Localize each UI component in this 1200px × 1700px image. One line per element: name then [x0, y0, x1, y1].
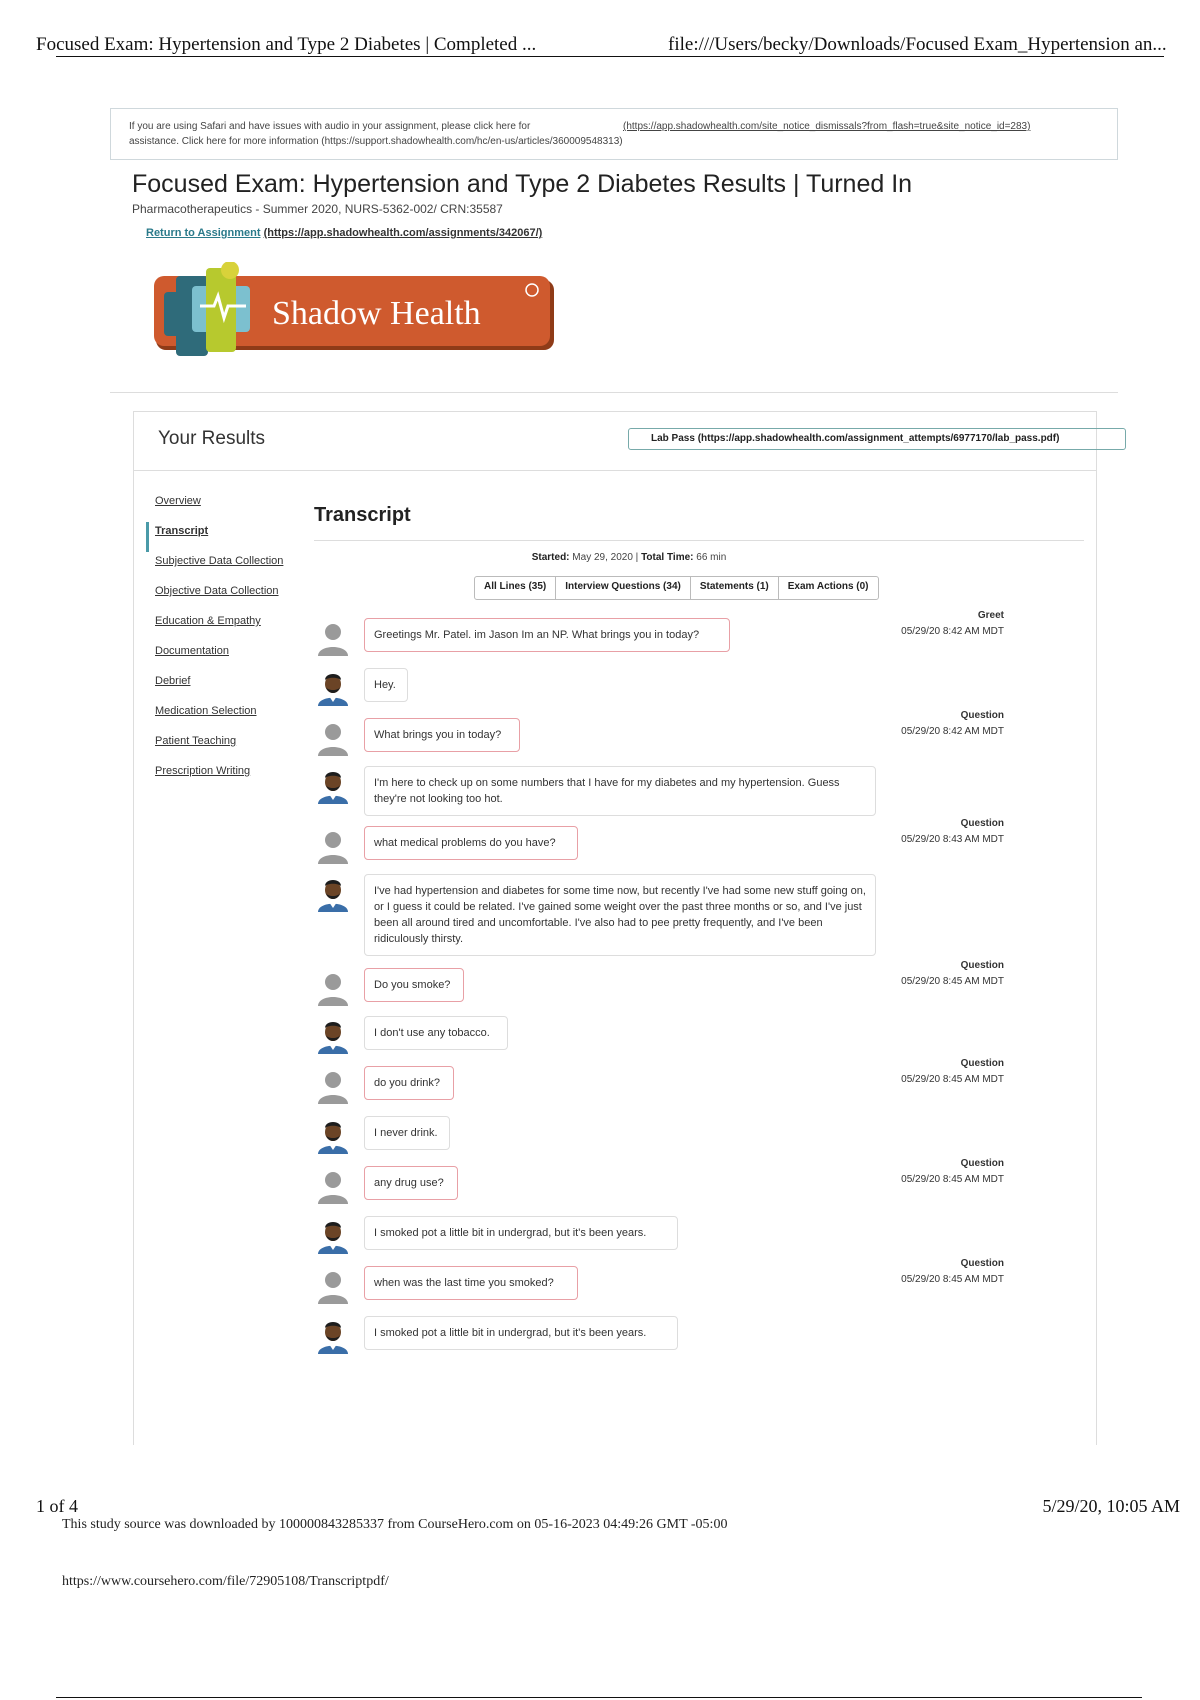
sidebar-item-documentation[interactable]: Documentation	[155, 645, 229, 657]
message-timestamp: 05/29/20 8:45 AM MDT	[901, 1074, 1004, 1085]
nurse-avatar-icon	[314, 718, 352, 756]
nurse-message-bubble: any drug use?	[364, 1166, 458, 1200]
results-sidebar-nav	[146, 492, 294, 792]
filter-tab[interactable]: Statements (1)	[691, 577, 779, 599]
transcript-filter-tabs	[474, 576, 879, 600]
sidebar-item-education-empathy[interactable]: Education & Empathy	[155, 615, 261, 627]
nurse-message-bubble: Greetings Mr. Patel. im Jason Im an NP. What brings you in today?	[364, 618, 730, 652]
message-type-tag: Question	[960, 960, 1004, 971]
message-type-tag: Question	[960, 818, 1004, 829]
print-header-title: Focused Exam: Hypertension and Type 2 Diabetes | Completed ...	[36, 34, 537, 55]
patient-message-bubble: I'm here to check up on some numbers that I have for my diabetes and my hypertension. Guess they're not looking too hot.	[364, 766, 876, 816]
results-header	[134, 412, 1096, 471]
course-subtitle: Pharmacotherapeutics - Summer 2020, NURS-5362-002/ CRN:35587	[132, 202, 503, 216]
total-time-label: Total Time:	[641, 552, 694, 563]
message-type-tag: Question	[960, 1058, 1004, 1069]
results-panel	[133, 411, 1097, 1445]
nurse-message-bubble: what medical problems do you have?	[364, 826, 578, 860]
sidebar-item-debrief[interactable]: Debrief	[155, 675, 191, 687]
page-title: Focused Exam: Hypertension and Type 2 Diabetes Results | Turned In	[132, 170, 913, 198]
sidebar-item-patient-teaching[interactable]: Patient Teaching	[155, 735, 237, 747]
nurse-avatar-icon	[314, 1066, 352, 1104]
message-meta	[901, 1156, 1004, 1188]
sidebar-item-objective-data-collection[interactable]: Objective Data Collection	[155, 585, 279, 597]
patient-message-bubble: I've had hypertension and diabetes for some time now, but recently I've had some new stuff going on, or I guess it could be related. I've gained some weight over the past three months or so, and I've just been all around tired and uncomfortable. I've also had to pee pretty frequently, and I've been ridiculously thirsty.	[364, 874, 876, 956]
message-type-tag: Question	[960, 1258, 1004, 1269]
filter-tab[interactable]: Exam Actions (0)	[787, 581, 869, 592]
coursehero-url: https://www.coursehero.com/file/72905108/Transcriptpdf/	[62, 1574, 389, 1589]
patient-avatar-icon	[314, 1016, 352, 1054]
message-meta	[901, 816, 1004, 848]
message-type-tag: Greet	[977, 610, 1004, 621]
return-link-url[interactable]: (https://app.shadowhealth.com/assignments/342067/)	[263, 227, 543, 239]
nurse-avatar-icon	[314, 968, 352, 1006]
nurse-message-bubble: What brings you in today?	[364, 718, 520, 752]
nurse-avatar-icon	[314, 618, 352, 656]
message-timestamp: 05/29/20 8:45 AM MDT	[901, 1174, 1004, 1185]
patient-avatar-icon	[314, 1116, 352, 1154]
download-notice: This study source was downloaded by 100000843285337 from CourseHero.com on 05-16-2023 04:49:26 GMT -05:00	[62, 1517, 728, 1532]
nurse-avatar-icon	[314, 826, 352, 864]
notice-dismiss-link[interactable]: (https://app.shadowhealth.com/site_notice_dismissals?from_flash=true&site_notice_id=283)	[623, 121, 1031, 132]
patient-message-bubble: I never drink.	[364, 1116, 450, 1150]
nurse-avatar-icon	[314, 1166, 352, 1204]
started-value: May 29, 2020	[572, 552, 633, 563]
message-timestamp: 05/29/20 8:42 AM MDT	[901, 626, 1004, 637]
message-meta	[901, 708, 1004, 740]
nurse-message-bubble: do you drink?	[364, 1066, 454, 1100]
sidebar-item-transcript[interactable]: Transcript	[146, 522, 294, 552]
message-meta	[901, 1256, 1004, 1288]
print-datetime: 5/29/20, 10:05 AM	[1042, 1496, 1180, 1516]
message-meta	[901, 608, 1004, 640]
nurse-avatar-icon	[314, 1266, 352, 1304]
transcript-title: Transcript	[314, 504, 411, 526]
message-meta	[901, 958, 1004, 990]
return-to-assignment-link[interactable]	[146, 227, 542, 239]
message-timestamp: 05/29/20 8:43 AM MDT	[901, 834, 1004, 845]
message-meta	[901, 1056, 1004, 1088]
section-divider	[110, 392, 1118, 393]
patient-message-bubble: I smoked pot a little bit in undergrad, but it's been years.	[364, 1216, 678, 1250]
total-time-value: 66 min	[696, 552, 727, 563]
shadow-health-logo	[154, 262, 558, 370]
lab-pass-button[interactable]: Lab Pass (https://app.shadowhealth.com/assignment_attempts/6977170/lab_pass.pdf)	[628, 428, 1126, 450]
transcript-title-rule	[314, 540, 1084, 541]
patient-avatar-icon	[314, 1316, 352, 1354]
patient-message-bubble: I smoked pot a little bit in undergrad, but it's been years.	[364, 1316, 678, 1350]
print-header	[36, 30, 1184, 60]
notice-text: If you are using Safari and have issues with audio in your assignment, please click here for	[129, 121, 531, 132]
message-type-tag: Question	[960, 1158, 1004, 1169]
message-type-tag: Question	[960, 710, 1004, 721]
patient-avatar-icon	[314, 874, 352, 912]
message-timestamp: 05/29/20 8:45 AM MDT	[901, 976, 1004, 987]
patient-avatar-icon	[314, 668, 352, 706]
sidebar-item-subjective-data-collection[interactable]: Subjective Data Collection	[155, 555, 284, 567]
results-title: Your Results	[158, 428, 266, 449]
return-link-label[interactable]: Return to Assignment	[146, 227, 261, 239]
message-timestamp: 05/29/20 8:45 AM MDT	[901, 1274, 1004, 1285]
sidebar-item-prescription-writing[interactable]: Prescription Writing	[155, 765, 251, 777]
message-timestamp: 05/29/20 8:42 AM MDT	[901, 726, 1004, 737]
filter-tab[interactable]: All Lines (35)	[475, 577, 556, 599]
patient-message-bubble: I don't use any tobacco.	[364, 1016, 508, 1050]
patient-avatar-icon	[314, 766, 352, 804]
notice-more-info-link[interactable]: assistance. Click here for more information (https://support.shadowhealth.com/hc/en-us/articles/360009548313)	[129, 136, 623, 147]
patient-avatar-icon	[314, 1216, 352, 1254]
nurse-message-bubble: Do you smoke?	[364, 968, 464, 1002]
print-header-rule	[56, 56, 1164, 57]
sidebar-item-overview[interactable]: Overview	[155, 495, 201, 507]
print-header-file-path: file:///Users/becky/Downloads/Focused Exam_Hypertension an...	[668, 34, 1167, 55]
started-label: Started:	[531, 552, 570, 563]
sidebar-item-medication-selection[interactable]: Medication Selection	[155, 705, 257, 717]
bottom-rule	[56, 1697, 1142, 1698]
page-number: 1 of 4	[36, 1496, 78, 1516]
filter-tab[interactable]: Interview Questions (34)	[556, 577, 691, 599]
logo-text: Shadow Health	[272, 295, 481, 332]
transcript-meta: Started: May 29, 2020 | Total Time: 66 min	[531, 552, 727, 563]
nurse-message-bubble: when was the last time you smoked?	[364, 1266, 578, 1300]
safari-notice-banner	[110, 108, 1118, 160]
patient-message-bubble: Hey.	[364, 668, 408, 702]
